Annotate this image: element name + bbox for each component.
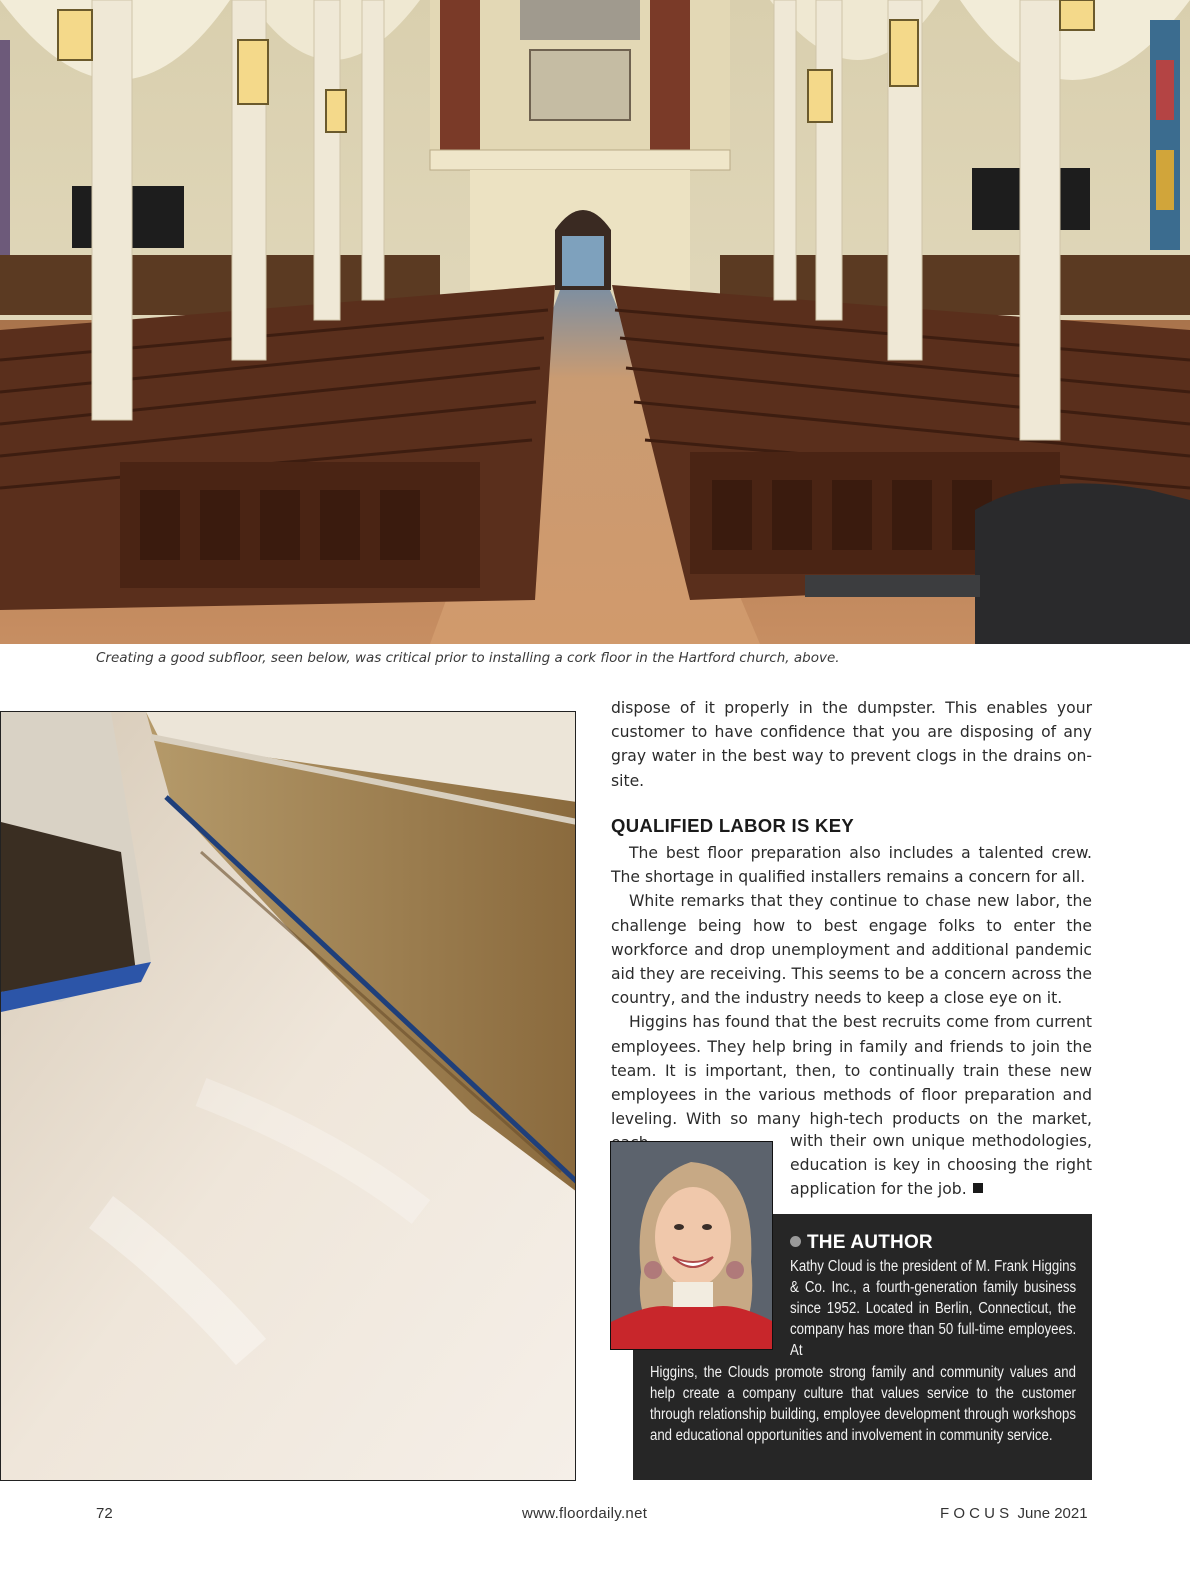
article-intro — [611, 696, 1092, 793]
paragraph-3-end-text: with their own unique methodologies, education is key in choosing the right application for the job. — [790, 1132, 1092, 1199]
author-portrait — [610, 1141, 773, 1350]
website-url[interactable]: www.floordaily.net — [522, 1505, 648, 1522]
subfloor-illustration — [1, 712, 576, 1481]
church-interior-photo — [0, 0, 1190, 644]
paragraph-1: The best floor preparation also includes a talented crew. The shortage in qualified installers remains a concern for all. — [611, 844, 1092, 887]
paragraph-3-end — [790, 1129, 1092, 1202]
section-heading: QUALIFIED LABOR IS KEY — [611, 815, 854, 836]
end-of-article-square-icon — [973, 1183, 983, 1193]
author-bio-top-text: Kathy Cloud is the president of M. Frank Higgins & Co. Inc., a fourth-generation family business since 1952. Located in Berlin, Connecticut, the company has more than 50 full-time employees. At — [790, 1258, 1077, 1360]
subfloor-photo — [0, 711, 576, 1481]
paragraph-2: White remarks that they continue to chase new labor, the challenge being how to best engage folks to enter the workforce and drop unemployment and additional pandemic aid they are receiving. This seems to be a concern across the country, and the industry needs to keep a close eye on it. — [611, 892, 1092, 1008]
photo-caption: Creating a good subfloor, seen below, was critical prior to installing a cork floor in the Hartford church, above. — [96, 650, 840, 666]
article-body — [611, 841, 1092, 1156]
author-portrait-illustration — [611, 1142, 773, 1350]
bullet-dot-icon — [790, 1236, 801, 1247]
page-number: 72 — [96, 1505, 113, 1522]
author-heading-text: THE AUTHOR — [807, 1232, 933, 1253]
author-bio-bottom — [650, 1362, 1076, 1446]
author-heading — [790, 1232, 933, 1254]
article-ending — [790, 1129, 1092, 1202]
paragraph-3: Higgins has found that the best recruits come from current employees. They help bring in family and friends to join the team. It is important, then, to continually train these new employees in the various methods of floor preparation and leveling. With so many high-tech products on the market, — [611, 1013, 1092, 1129]
intro-paragraph: dispose of it properly in the dumpster. This enables your customer to have confidence that you are disposing of any gray water in the best way to prevent clogs in the drains on-site. — [611, 699, 1092, 790]
author-bio-top — [790, 1256, 1076, 1361]
issue-label: F O C U S June 2021 — [940, 1505, 1088, 1522]
church-illustration — [0, 0, 1190, 644]
author-bio-bottom-text: Higgins, the Clouds promote strong family and community values and help create a company culture that values service to the customer through relationship building, employee development through workshops and educational opportunities and involvement in community service. — [650, 1364, 1076, 1445]
